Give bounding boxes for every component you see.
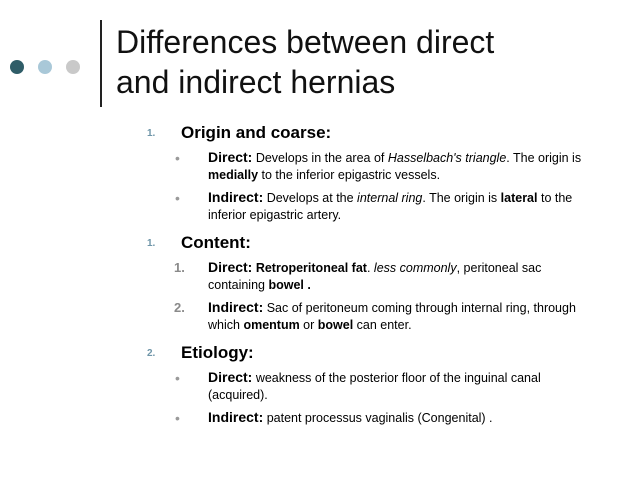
item-italic: internal ring <box>357 191 423 205</box>
item-label: Indirect: <box>208 189 264 205</box>
list-item <box>0 369 638 404</box>
item-text-part: to the inferior epigastric vessels. <box>258 168 441 182</box>
item-bold: bowel <box>317 318 354 332</box>
title-line-1: Differences between direct <box>116 24 495 60</box>
item-text-part: Develops in the area of <box>252 151 388 165</box>
title-divider-bar <box>100 20 102 107</box>
item-text-part: Sac of peritoneum coming through internal ring, through which <box>208 301 576 332</box>
item-text-part: or <box>299 318 318 332</box>
item-text-part: . The origin is <box>422 191 501 205</box>
item-italic: Hasselbach's triangle <box>387 151 507 165</box>
section-title: Etiology: <box>181 343 254 362</box>
section-title: Origin and coarse: <box>181 123 332 142</box>
list-item <box>0 189 638 224</box>
bullet-icon: • <box>175 370 180 386</box>
item-text <box>208 259 593 294</box>
item-text <box>208 369 593 404</box>
title-line-2: and indirect hernias <box>116 64 396 100</box>
item-text-part: weakness of the posterior floor of the inguinal canal (acquired). <box>208 371 541 402</box>
section-number: 1. <box>147 238 156 249</box>
item-text <box>208 149 593 184</box>
dot-light-blue <box>38 60 52 74</box>
item-text-part: can enter. <box>353 318 412 332</box>
list-item <box>0 299 638 334</box>
item-bold: omentum <box>243 318 300 332</box>
item-text-part: . <box>366 261 374 275</box>
section-number: 1. <box>147 128 156 139</box>
section-header <box>0 122 638 144</box>
item-italic: less commonly <box>373 261 457 275</box>
section-title: Content: <box>181 233 251 252</box>
list-item <box>0 409 638 427</box>
bullet-icon: • <box>175 190 180 206</box>
item-label: Direct: <box>208 149 253 165</box>
item-text-part: Develops at the <box>263 191 358 205</box>
slide-content <box>0 122 638 427</box>
section-header <box>0 232 638 254</box>
item-bold: Retroperitoneal fat <box>252 261 367 275</box>
item-label: Indirect: <box>208 299 264 315</box>
dot-dark <box>10 60 24 74</box>
item-text <box>208 299 593 334</box>
bullet-icon: • <box>175 410 180 426</box>
section-number: 2. <box>147 348 156 359</box>
item-text <box>208 189 593 224</box>
section-etiology <box>0 342 638 427</box>
item-bold: medially <box>208 168 259 182</box>
dot-gray <box>66 60 80 74</box>
item-text-part: . The origin is <box>506 151 582 165</box>
section-content <box>0 232 638 334</box>
item-bold: lateral <box>500 191 538 205</box>
item-label: Direct: <box>208 259 253 275</box>
list-item <box>0 259 638 294</box>
item-label: Indirect: <box>208 409 264 425</box>
item-text-part: patent processus vaginalis (Congenital) . <box>263 411 493 425</box>
section-header <box>0 342 638 364</box>
item-text-part: to the inferior epigastric artery. <box>208 191 573 222</box>
item-bold: bowel . <box>268 278 311 292</box>
item-text <box>208 409 593 427</box>
item-number: 1. <box>174 260 185 275</box>
item-label: Direct: <box>208 369 253 385</box>
item-number: 2. <box>174 300 185 315</box>
bullet-icon: • <box>175 150 180 166</box>
item-text-part: , peritoneal sac containing <box>208 261 542 292</box>
slide-title <box>116 22 626 102</box>
section-origin <box>0 122 638 224</box>
list-item <box>0 149 638 184</box>
